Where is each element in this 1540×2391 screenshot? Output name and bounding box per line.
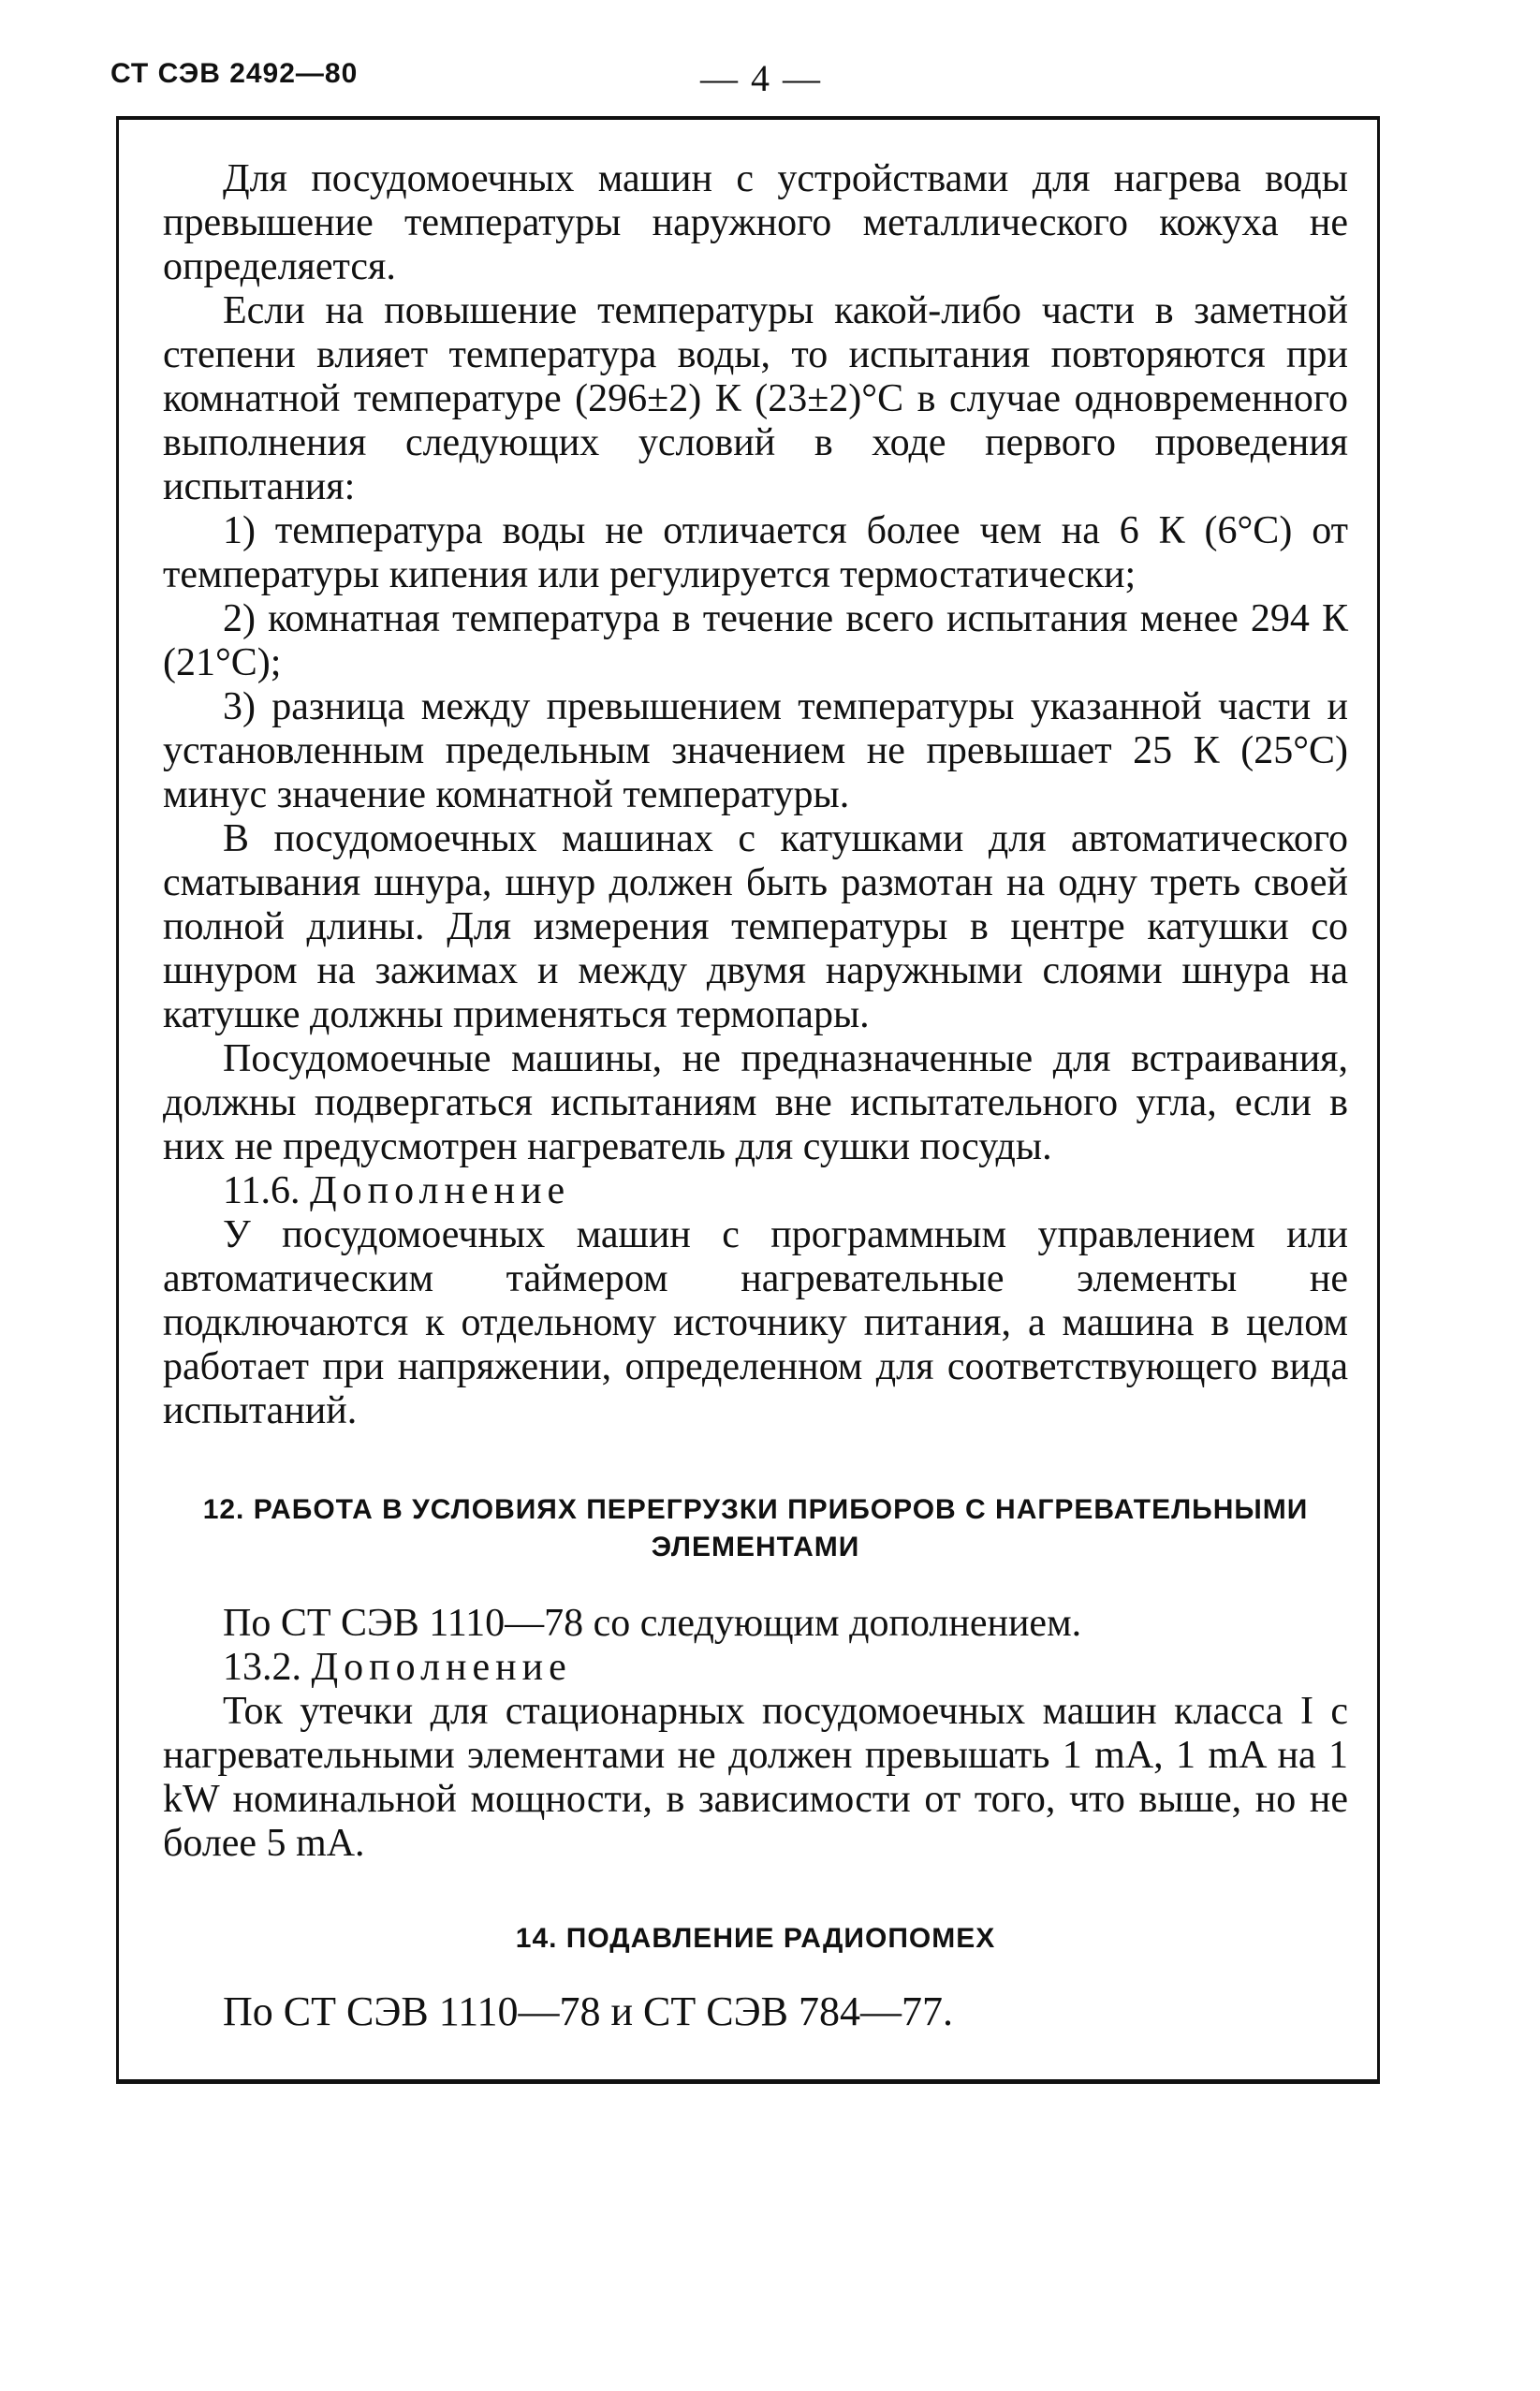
paragraph-section-14-reference: По СТ СЭВ 1110—78 и СТ СЭВ 784—77.	[223, 1988, 953, 2034]
clause-label: Дополнение	[311, 1646, 572, 1689]
paragraph-heating-devices: Для посудомоечных машин с устройствами для нагрева воды превышение температуры наружного металлического кожуха не определяется.	[163, 157, 1348, 288]
standard-code: СТ СЭВ 2492—80	[110, 58, 359, 89]
clause-13-2-heading	[163, 1646, 1348, 1690]
paragraph-section-12-reference: По СТ СЭВ 1110—78 со следующим дополнением.	[223, 1602, 1082, 1645]
condition-2: 2) комнатная температура в течение всего испытания менее 294 К (21°С);	[163, 597, 1348, 684]
clause-number: 13.2.	[223, 1646, 301, 1689]
clause-11-6-heading	[163, 1169, 1348, 1213]
page-number: — 4 —	[700, 57, 822, 99]
paragraph-cord-reels: В посудомоечных машинах с катушками для автоматического сматывания шнура, шнур должен быть размотан на одну треть своей полной длины. Для измерения температуры в центре катушки со шнуром на зажимах и между двумя наружными слоями шнура на катушке должны применяться термопары.	[163, 817, 1348, 1036]
paragraph-program-control: У посудомоечных машин с программным управлением или автоматическим таймером нагревательные элементы не подключаются к отдельному источнику питания, а машина в целом работает при напряжении, определенном для соответствующего вида испытаний.	[163, 1213, 1348, 1432]
page-body	[163, 157, 1348, 2033]
paragraph-water-temperature: Если на повышение температуры какой-либо части в заметной степени влияет температура воды, то испытания повторяются при комнатной температуре (296±2) К (23±2)°С в случае одновременного выполнения следующих условий в ходе первого проведения испытания:	[163, 289, 1348, 508]
paragraph-leakage-current: Ток утечки для стационарных посудомоечных машин класса I с нагревательными элементами не должен превышать 1 mA, 1 mA на 1 kW номинальной мощности, в зависимости от того, что выше, но не более 5 mA.	[163, 1690, 1348, 1865]
paragraph-non-built-in: Посудомоечные машины, не предназначенные для встраивания, должны подвергаться испытаниям вне испытательного угла, если в них не предусмотрен нагреватель для сушки посуды.	[163, 1037, 1348, 1168]
section-12-heading: 12. РАБОТА В УСЛОВИЯХ ПЕРЕГРУЗКИ ПРИБОРОВ С НАГРЕВАТЕЛЬНЫМИ ЭЛЕМЕНТАМИ	[202, 1494, 1309, 1562]
clause-number: 11.6.	[223, 1169, 301, 1212]
condition-3: 3) разница между превышением температуры указанной части и установленным предельным значением не превышает 25 К (25°С) минус значение комнатной температуры.	[163, 685, 1348, 816]
condition-1: 1) температура воды не отличается более чем на 6 К (6°С) от температуры кипения или регулируется термостатически;	[163, 509, 1348, 596]
section-14-heading: 14. ПОДАВЛЕНИЕ РАДИОПОМЕХ	[515, 1923, 996, 1954]
clause-label: Дополнение	[309, 1169, 571, 1212]
